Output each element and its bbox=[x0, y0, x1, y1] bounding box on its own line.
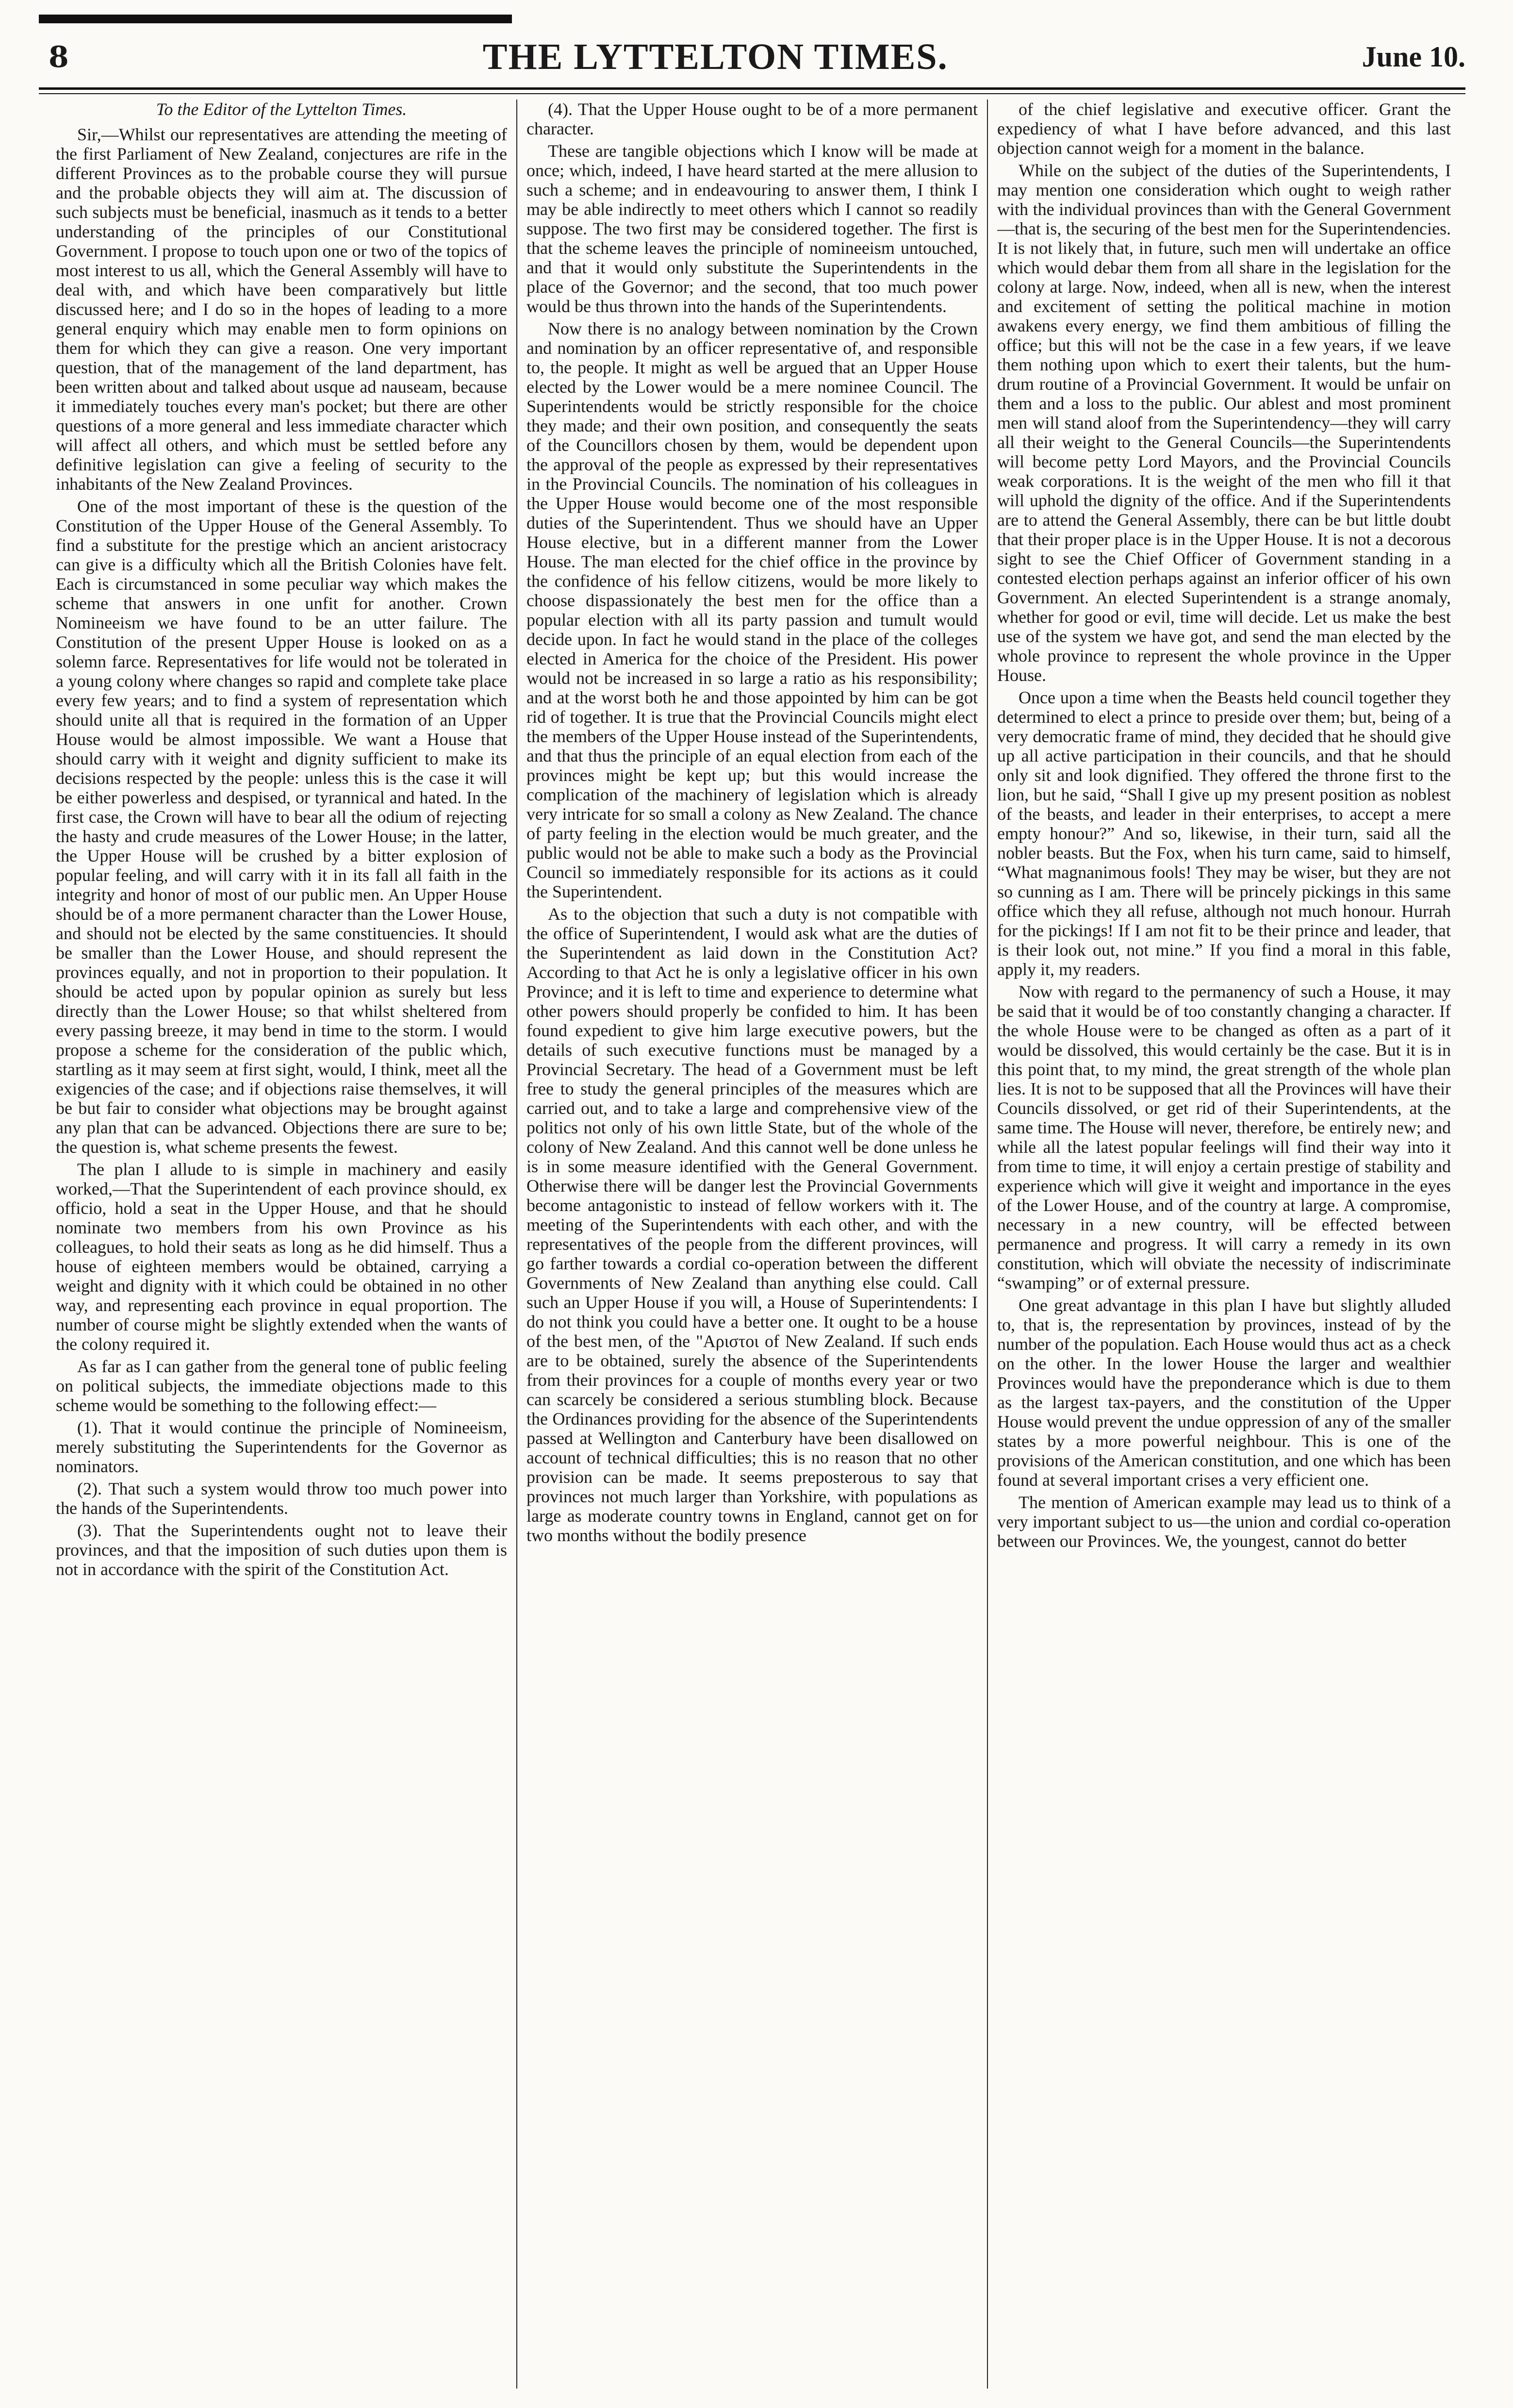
masthead bbox=[39, 29, 1465, 85]
paragraph: The mention of American example may lead us to think of a very important subject to us—the union and cordial co-operation between our Provinces. We, the youngest, cannot do better bbox=[997, 1493, 1451, 1551]
paragraph: As far as I can gather from the general tone of public feeling on political subjects, the immediate objections made to this scheme would be something to the following effect:— bbox=[56, 1357, 507, 1415]
column-rule bbox=[987, 100, 988, 2389]
paragraph: (2). That such a system would throw too much power into the hands of the Superintendents. bbox=[56, 1479, 507, 1518]
paragraph: These are tangible objections which I know will be made at once; which, indeed, I have heard started at the mere allusion to such a scheme; and in endeavouring to answer them, I think I may be able indirectly to meet others which I cannot so readily suppose. The two first may be considered together. The first is that the scheme leaves the principle of nomineeism untouched, and that it would only substitute the Superintendents in the place of the Governor; and the second, that too much power would be thus thrown into the hands of the Superintendents. bbox=[526, 141, 978, 316]
paragraph: Sir,—Whilst our representatives are attending the meeting of the first Parliament of New Zealand, conjectures are rife in the different Provinces as to the probable course they will pursue and the probable objects they will aim at. The discussion of such subjects must be beneficial, inasmuch as it tends to a better understanding of the principles of our Constitutional Government. I propose to touch upon one or two of the topics of most interest to us all, which the General Assembly will have to deal with, and which have been comparatively but little discussed here; and I do so in the hopes of leading to a more general enquiry which may enable men to form opinions on them for which they can give a reason. One very important question, that of the management of the land department, has been written about and talked about usque ad nauseam, because it immediately touches every man's pocket; but there are other questions of a more general and less immediate character which will affect all others, and which must be settled before any definitive legislation can give a feeling of security to the inhabitants of the New Zealand Provinces. bbox=[56, 125, 507, 494]
top-bar bbox=[39, 15, 512, 23]
paragraph: Now with regard to the permanency of such a House, it may be said that it would be of too constantly changing a character. If the whole House were to be changed as often as a part of it would be dissolved, this would certainly be the case. But it is in this point that, to my mind, the great strength of the whole plan lies. It is not to be supposed that all the Provinces will have their Councils dissolved, or get rid of their Superintendents, at the same time. The House will never, therefore, be entirely new; and while all the latest popular feelings will find their way into it from time to time, it will enjoy a certain prestige of stability and experience which will give it weight and importance in the eyes of the Lower House, and of the country at large. A compromise, necessary in a new country, will be effected between permanence and progress. It will carry a remedy in its own constitution, which will obviate the necessity of indiscriminate “swamping” or of external pressure. bbox=[997, 982, 1451, 1293]
paragraph: While on the subject of the duties of the Superintendents, I may mention one consideration which ought to weigh rather with the individual provinces than with the General Government—that is, the securing of the best men for the Superintendencies. It is not likely that, in future, such men will undertake an office which would debar them from all share in the legislation for the colony at large. Now, indeed, when all is new, when the interest and excitement of setting the political machine in motion awakens every energy, we find them ambitious of filling the office; but this will not be the case in a few years, if we leave them nothing upon which to exert their talents, but the hum-drum routine of a Provincial Government. It would be unfair on them and a loss to the public. Our ablest and most prominent men will stand aloof from the Superintendency—they will carry all their weight to the General Councils—the Superintendents will become petty Lord Mayors, and the Provincial Councils weak corporations. It is the weight of the men who fill it that will uphold the dignity of the office. And if the Superintendents are to attend the General Assembly, there can be but little doubt that their proper place is in the Upper House. It is not a decorous sight to see the Chief Officer of Government standing in a contested election perhaps against an inferior officer of his own Government. An elected Superintendent is a strange anomaly, whether for good or evil, time will decide. Let us make the best use of the system we have got, and send the man elected by the whole province to represent the whole province in the Upper House. bbox=[997, 161, 1451, 685]
header-rule-thin bbox=[39, 93, 1465, 94]
paragraph: As to the objection that such a duty is not compatible with the office of Superintendent, I would ask what are the duties of the Superintendent as laid down in the Constitution Act? According to that Act he is only a legislative officer in his own Province; and it is left to time and experience to determine what other powers should properly be confided to him. It has been found expedient to give him large executive powers, but the details of such executive functions must be managed by a Provincial Secretary. The head of a Government must be left free to study the general principles of the measures which are carried out, and to take a large and comprehensive view of the politics not only of his own little State, but of the whole of the colony of New Zealand. And this cannot well be done unless he is in some measure identified with the General Government. Otherwise there will be danger lest the Provincial Governments become antagonistic to instead of fellow workers with it. The meeting of the Superintendents with each other, and with the representatives of the people from the different provinces, will go farther towards a cordial co-operation between the different Governments of New Zealand than anything else could. Call such an Upper House if you will, a House of Superintendents: I do not think you could have a better one. It ought to be a house of the best men, of the "Αριστοι of New Zealand. If such ends are to be obtained, surely the absence of the Superintendents from their provinces for a couple of months every year or two can scarcely be considered a serious stumbling block. Because the Ordinances providing for the absence of the Superintendents passed at Wellington and Canterbury have been disallowed on account of technical difficulties; this is no reason that no other provision can be made. It seems preposterous to say that provinces not much larger than Yorkshire, with populations as large as moderate country towns in England, cannot get on for two months without the bodily presence bbox=[526, 904, 978, 1545]
page-number: 8 bbox=[49, 40, 69, 74]
salutation: To the Editor of the Lyttelton Times. bbox=[156, 100, 407, 119]
issue-date: June 10. bbox=[1362, 41, 1465, 73]
paragraph: of the chief legislative and executive officer. Grant the expediency of what I have before advanced, and this last objection cannot weigh for a moment in the balance. bbox=[997, 100, 1451, 158]
column-1 bbox=[56, 100, 507, 2389]
paragraph: One of the most important of these is the question of the Constitution of the Upper House of the General Assembly. To find a substitute for the prestige which an ancient aristocracy can give is a difficulty which all the British Colonies have felt. Each is circumstanced in some peculiar way which makes the scheme that answers in one unfit for another. Crown Nomineeism we have found to be an utter failure. The Constitution of the present Upper House is looked on as a solemn farce. Representatives for life would not be tolerated in a young colony where changes so rapid and complete take place every few years; and to find a system of representation which should unite all that is required in the formation of an Upper House would be almost impossible. We want a House that should carry with it weight and dignity sufficient to make its decisions respected by the people: unless this is the case it will be either powerless and despised, or tyrannical and hated. In the first case, the Crown will have to bear all the odium of rejecting the hasty and crude measures of the Lower House; in the latter, the Upper House will be crushed by a bitter explosion of popular feeling, and will carry with it in its fall all faith in the integrity and honor of most of our public men. An Upper House should be of a more permanent character than the Lower House, and should not be elected by the same constituencies. It should be smaller than the Lower House, and should represent the provinces equally, and not in proportion to their population. It should be acted upon by popular opinion as surely but less directly than the Lower House; so that whilst sheltered from every passing breeze, it may bend in time to the storm. I would propose a scheme for the consideration of the public which, startling as it may seem at first sight, would, I think, meet all the exigencies of the case; and if objections raise themselves, it will be but fair to consider what objections may be brought against any plan that can be advanced. Objections there are sure to be; the question is, what scheme presents the fewest. bbox=[56, 497, 507, 1157]
column-3 bbox=[997, 100, 1451, 2389]
paragraph: (3). That the Superintendents ought not to leave their provinces, and that the imposition of such duties upon them is not in accordance with the spirit of the Constitution Act. bbox=[56, 1521, 507, 1579]
paragraph: Once upon a time when the Beasts held council together they determined to elect a prince to preside over them; but, being of a very democratic frame of mind, they decided that he should give up all active participation in their councils, and that he should only sit and look dignified. They offered the throne first to the lion, but he said, “Shall I give up my present position as noblest of the beasts, and leader in their enterprises, to accept a mere empty honour?” And so, likewise, in their turn, said all the nobler beasts. But the Fox, when his turn came, said to himself, “What magnanimous fools! They may be wiser, but they are not so cunning as I am. There will be princely pickings in this same office which they all refuse, although not much honour. Hurrah for the pickings! If I am not fit to be their prince and leader, that is their look out, not mine.” If you find a moral in this fable, apply it, my readers. bbox=[997, 688, 1451, 979]
paragraph: (4). That the Upper House ought to be of a more permanent character. bbox=[526, 100, 978, 138]
paragraph: (1). That it would continue the principle of Nomineeism, merely substituting the Superintendents for the Governor as nominators. bbox=[56, 1418, 507, 1476]
column-2 bbox=[526, 100, 978, 2389]
newspaper-title: THE LYTTELTON TIMES. bbox=[482, 36, 948, 77]
paragraph: The plan I allude to is simple in machinery and easily worked,—That the Superintendent of each province should, ex officio, hold a seat in the Upper House, and that he should nominate two members from his own Province as his colleagues, to hold their seats as long as he did himself. Thus a house of eighteen members would be obtained, carrying a weight and dignity with it which could be obtained in no other way, and representing each province in equal proportion. The number of course might be slightly extended when the wants of the colony required it. bbox=[56, 1160, 507, 1354]
paragraph: Now there is no analogy between nomination by the Crown and nomination by an officer representative of, and responsible to, the people. It might as well be argued that an Upper House elected by the Lower would be a mere nominee Council. The Superintendents would be strictly responsible for the choice they made; and their own position, and consequently the seats of the Councillors chosen by them, would be dependent upon the approval of the people as expressed by their representatives in the Provincial Councils. The nomination of his colleagues in the Upper House would become one of the most responsible duties of the Superintendent. Thus we should have an Upper House elective, but in a different manner from the Lower House. The man elected for the chief office in the province by the confidence of his fellow citizens, would be more likely to choose dispassionately the best men for the office than a popular election with all its party passion and tumult would decide upon. In fact he would stand in the place of the colleges elected in America for the choice of the President. His power would not be increased in so large a ratio as his responsibility; and at the worst both he and those appointed by him can be got rid of together. It is true that the Provincial Councils might elect the members of the Upper House instead of the Superintendents, and that thus the principle of an equal election from each of the provinces might be kept up; but this would increase the complication of the machinery of legislation which is already very intricate for so small a colony as New Zealand. The chance of party feeling in the election would be much greater, and the public would not be able to make such a body as the Provincial Council so immediately responsible for its actions as it could the Superintendent. bbox=[526, 319, 978, 901]
column-rule bbox=[516, 100, 517, 2389]
paragraph: One great advantage in this plan I have but slightly alluded to, that is, the representation by provinces, instead of by the number of the population. Each House would thus act as a check on the other. In the lower House the larger and wealthier Provinces would have the preponderance which is due to them as the largest tax-payers, and the constitution of the Upper House would prevent the undue oppression of any of the smaller states by a more powerful neighbour. This is one of the provisions of the American constitution, and one which has been found at several important crises a very efficient one. bbox=[997, 1295, 1451, 1490]
header-rule bbox=[39, 87, 1465, 90]
